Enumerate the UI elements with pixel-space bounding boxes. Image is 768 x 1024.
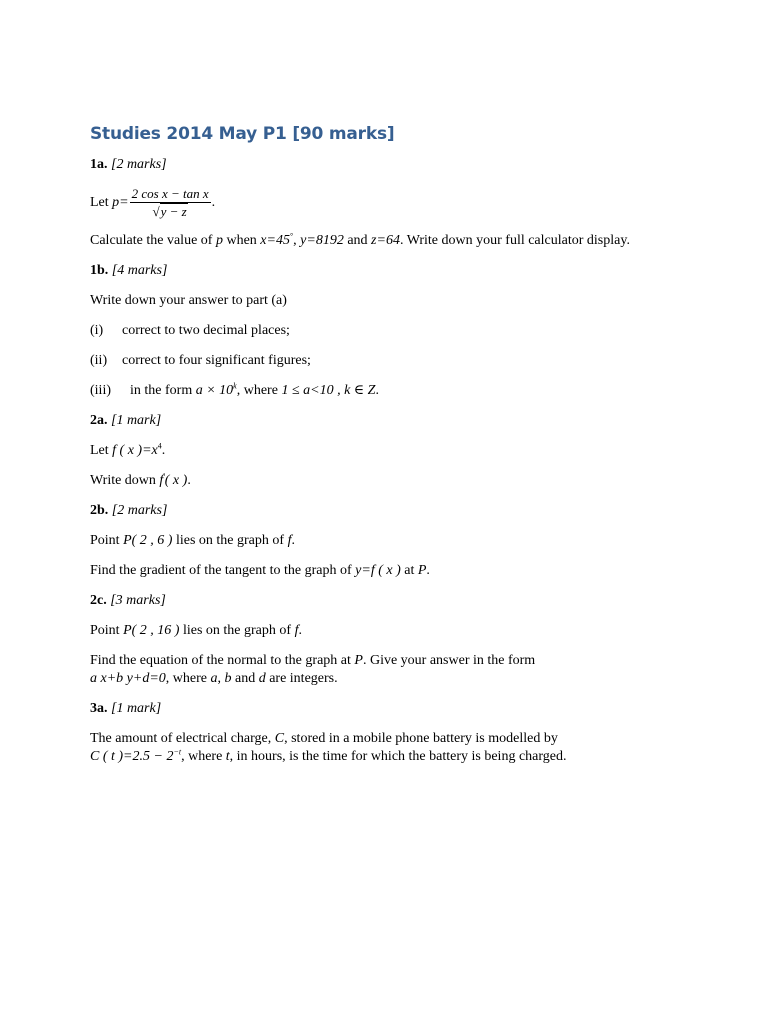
question-marks: [1 mark] xyxy=(111,413,162,428)
question-1b-header xyxy=(90,262,690,280)
question-1b-part-i: (i) correct to two decimal places; xyxy=(90,323,290,338)
question-marks: [2 marks] xyxy=(111,503,168,518)
question-2c-instruction: Find the equation of the normal to the graph at P. Give your answer in the form a x+b y+d=0, where a, b and d are integers. xyxy=(90,653,536,686)
question-marks: [3 marks] xyxy=(110,593,166,608)
question-number: 2c. xyxy=(90,593,107,608)
fraction xyxy=(130,186,211,220)
question-1a-instruction: Calculate the value of p when x=45°, y=8192 and z=64. Write down your full calculator display. xyxy=(90,231,630,248)
question-1b-part-ii: (ii) correct to four significant figures; xyxy=(90,353,311,368)
question-number: 1b. xyxy=(90,263,109,278)
question-2b-point: Point P( 2 , 6 ) lies on the graph of f. xyxy=(90,533,295,548)
question-number: 2b. xyxy=(90,503,109,518)
question-3a-text: The amount of electrical charge, C, stored in a mobile phone battery is modelled by C ( t )$=2.5 - 2^{-t}$, where t, in hours, is the time for which the battery is being charged. xyxy=(90,731,567,764)
question-2b-header xyxy=(90,502,690,520)
document-page xyxy=(90,124,690,766)
question-2a-instruction: Write down f'( x ). xyxy=(90,471,191,488)
question-1a-header xyxy=(90,156,690,174)
question-3a-header xyxy=(90,700,690,718)
page-title: Studies 2014 May P1 [90 marks] xyxy=(90,124,395,144)
question-1b-intro: Write down your answer to part (a) xyxy=(90,293,287,308)
question-number: 1a. xyxy=(90,157,108,172)
question-1b-part-iii: (iii) in the form $a \times 10^k$, where 1 ≤ a<10 , k ∈ Z. xyxy=(90,381,379,398)
question-2c-header xyxy=(90,592,690,610)
question-2b-instruction: Find the gradient of the tangent to the graph of y=f ( x ) at P. xyxy=(90,563,430,578)
question-number: 2a. xyxy=(90,413,108,428)
fraction-numerator: 2 cos x − tan x xyxy=(131,186,209,201)
p-equals: p= xyxy=(112,195,129,211)
sqrt-icon: √ xyxy=(152,204,160,219)
question-marks: [4 marks] xyxy=(111,263,168,278)
question-1a-definition: Let p= $\frac{\text{2 cos x − tan x}}{√y - z}$ . xyxy=(90,186,216,219)
question-2c-point: Point P( 2 , 16 ) lies on the graph of f. xyxy=(90,623,302,638)
question-2a-header xyxy=(90,412,690,430)
question-marks: [1 mark] xyxy=(111,701,162,716)
question-number: 3a. xyxy=(90,701,108,716)
question-2a-definition: Let f ( x )$=x^4$. xyxy=(90,441,166,458)
fraction-denominator: √y − z xyxy=(152,204,187,219)
question-marks: [2 marks] xyxy=(111,157,167,172)
